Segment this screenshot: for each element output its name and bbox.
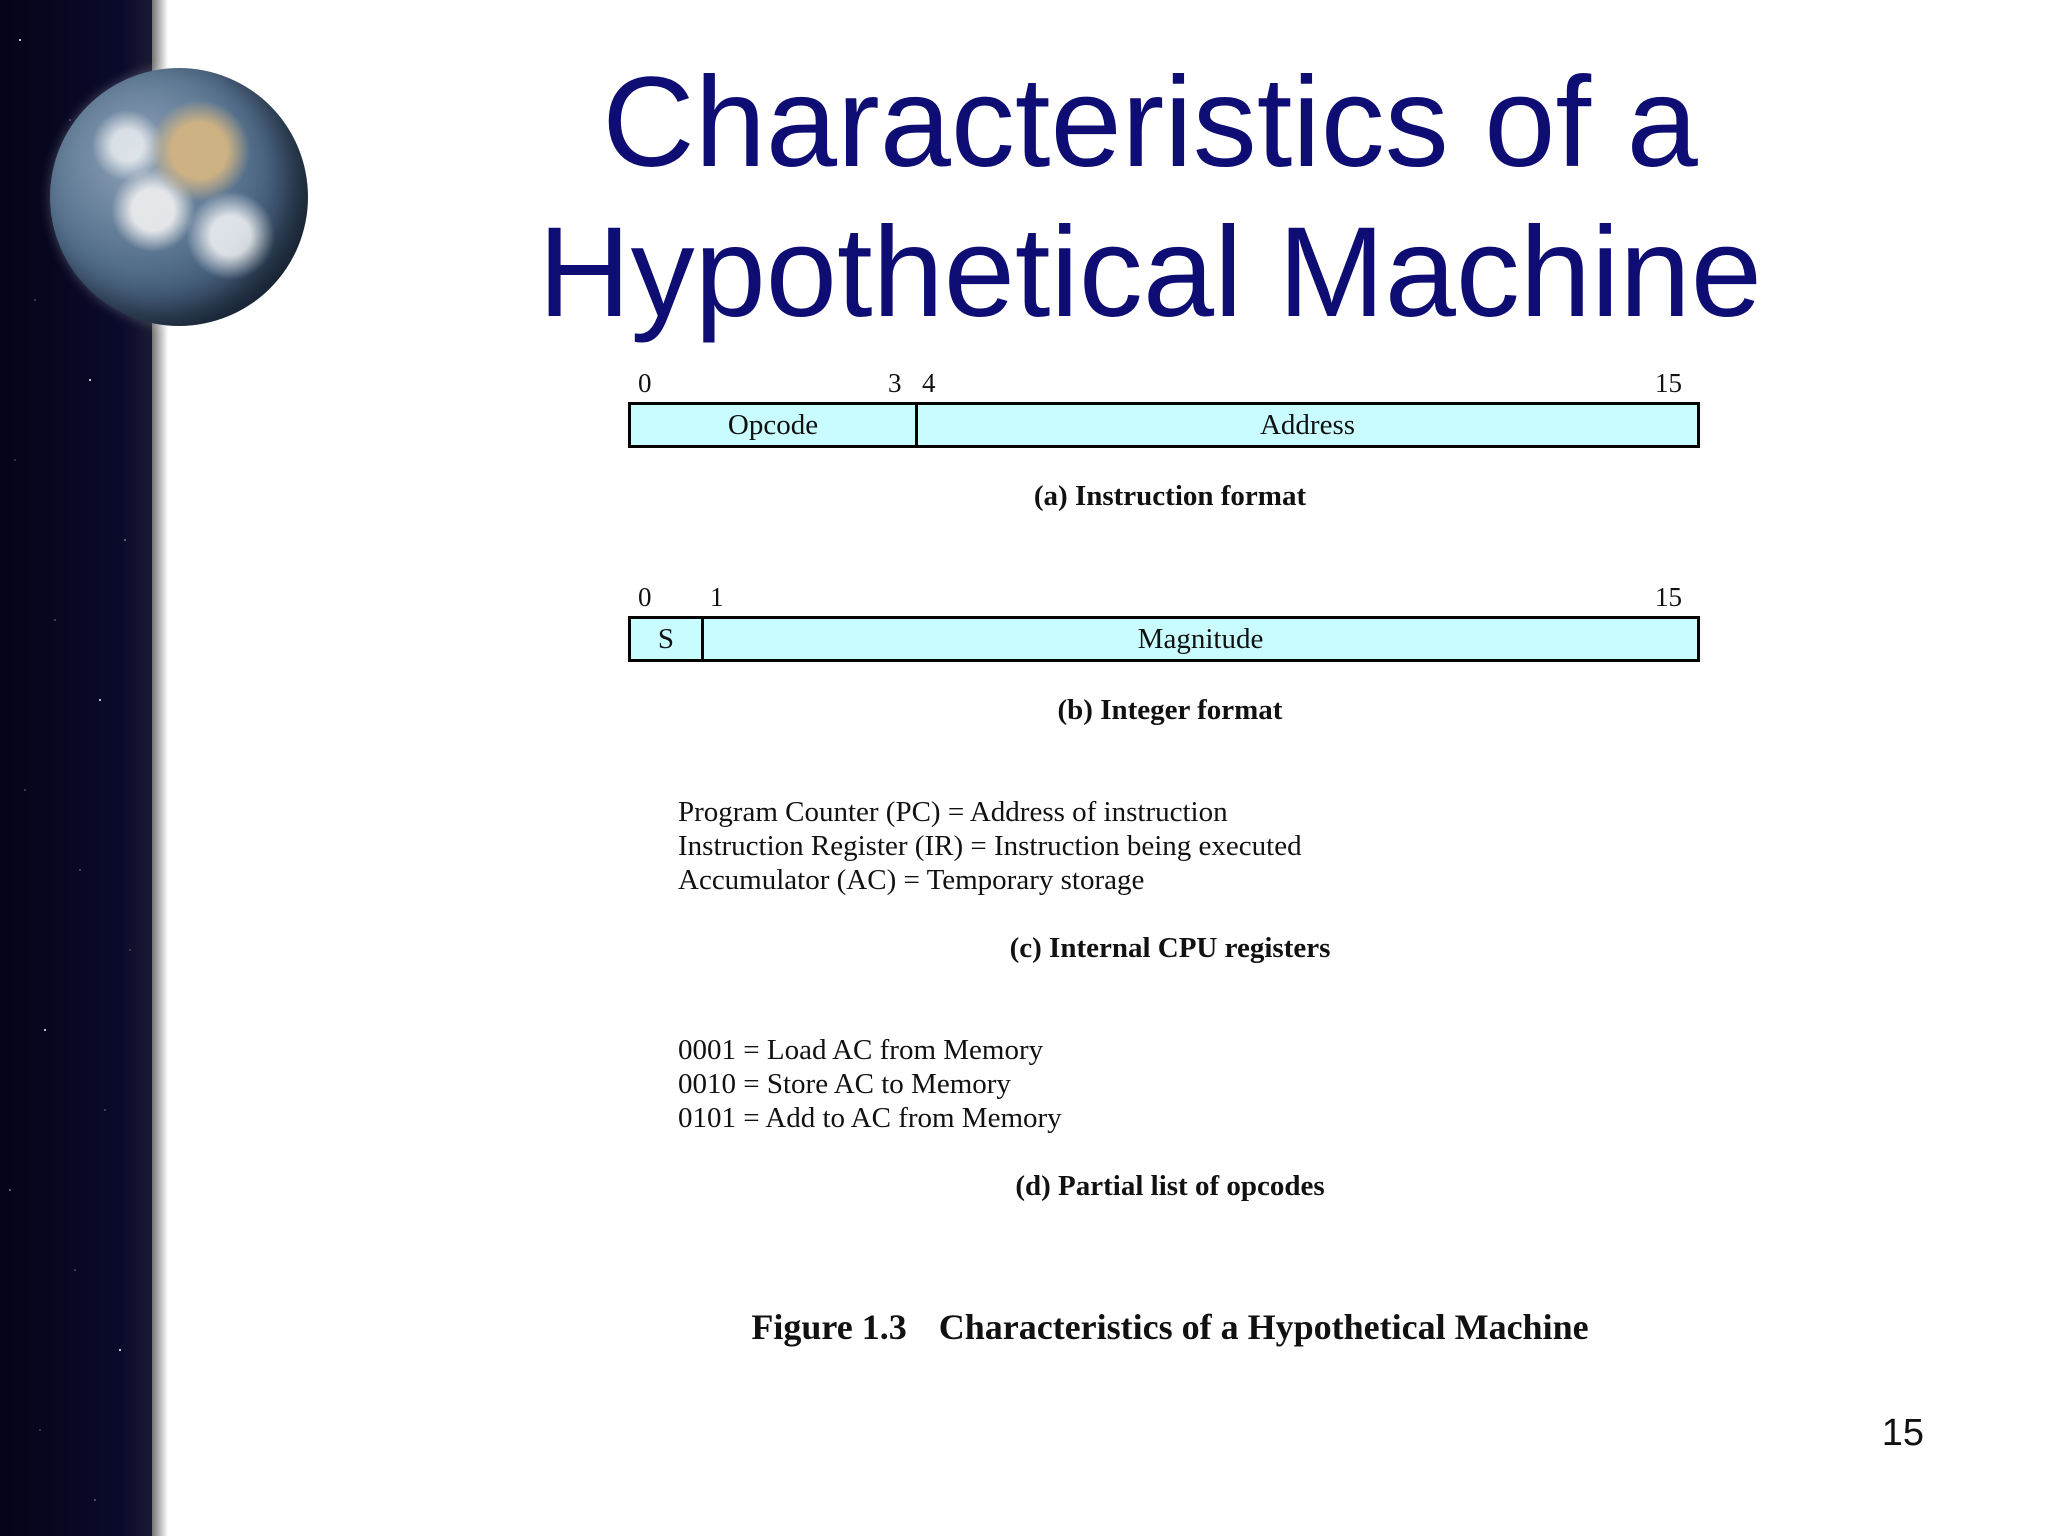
register-ac-line: Accumulator (AC) = Temporary storage (678, 864, 1145, 896)
integer-word-box (628, 616, 1700, 662)
figure-number: Figure 1.3 (751, 1307, 907, 1347)
earth-globe-image (50, 68, 308, 326)
cpu-registers-list (678, 795, 1302, 897)
bit-label-4: 4 (922, 368, 936, 398)
figure-caption (560, 1306, 1780, 1348)
slide-title (480, 48, 1820, 348)
opcode-add-line: 0101 = Add to AC from Memory (678, 1102, 1062, 1134)
opcode-list (678, 1033, 1062, 1135)
opcode-list-caption: (d) Partial list of opcodes (1015, 1170, 1325, 1202)
sign-field: S (657, 623, 675, 655)
opcode-load-line: 0001 = Load AC from Memory (678, 1034, 1044, 1066)
instruction-format-caption: (a) Instruction format (1033, 480, 1307, 512)
figure-title: Characteristics of a Hypothetical Machine (938, 1307, 1589, 1347)
bit-label-0: 0 (638, 368, 652, 398)
magnitude-field: Magnitude (1137, 623, 1264, 655)
integer-format-caption: (b) Integer format (1057, 694, 1283, 726)
address-field: Address (1259, 409, 1356, 441)
instruction-word-box (628, 402, 1700, 448)
slide-title-line-2: Hypothetical Machine (538, 201, 1762, 344)
bit-label-1: 1 (710, 582, 724, 612)
register-pc-line: Program Counter (PC) = Address of instruction (678, 796, 1228, 828)
page-number: 15 (1881, 1412, 1924, 1454)
opcode-store-line: 0010 = Store AC to Memory (678, 1068, 1011, 1100)
slide-title-line-1: Characteristics of a (602, 51, 1698, 194)
bit-label-0: 0 (638, 582, 652, 612)
bit-label-3: 3 (888, 368, 902, 398)
bit-label-15: 15 (1655, 582, 1682, 612)
register-ir-line: Instruction Register (IR) = Instruction being executed (678, 830, 1302, 862)
cpu-registers-caption: (c) Internal CPU registers (1009, 932, 1331, 964)
opcode-field: Opcode (727, 409, 819, 441)
bit-label-15: 15 (1655, 368, 1682, 398)
